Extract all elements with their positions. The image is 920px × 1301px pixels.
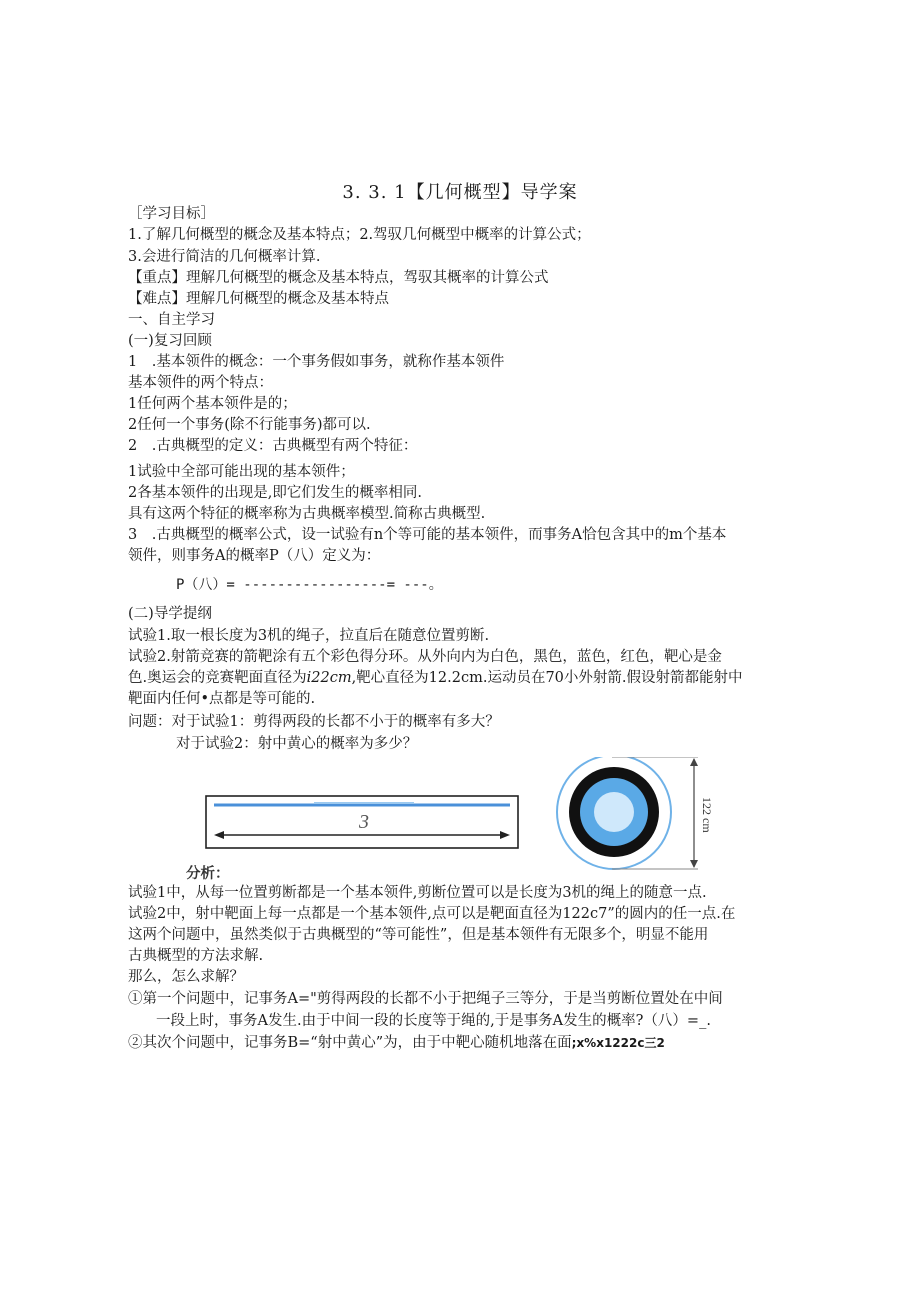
solution-1-line-1: ①第一个问题中，记事务A="剪得两段的长都不小于把绳子三等分，于是当剪断位置处在中间 bbox=[128, 991, 723, 1007]
feature-2: 2各基本领件的出现是,即它们发生的概率相同. bbox=[128, 485, 422, 501]
exp2-diameter: i22cm bbox=[306, 670, 352, 686]
item-basic-event-traits: 基本领件的两个特点： bbox=[128, 375, 273, 391]
subsection-review: (一)复习回顾 bbox=[128, 333, 212, 349]
classical-model-name: 具有这两个特征的概率称为古典概率模型.简称古典概型. bbox=[128, 506, 486, 522]
experiment-2-line-3: 靶面内任何•点都是等可能的. bbox=[128, 691, 316, 707]
key-point: 【重点】理解几何概型的概念及基本特点，驾驭其概率的计算公式 bbox=[128, 270, 549, 286]
item-formula-line-2: 领件，则事务A的概率P（八）定义为： bbox=[128, 548, 381, 564]
target-figure bbox=[548, 757, 723, 872]
question-1: 问题：对于试验1：剪得两段的长都不小于的概率有多大？ bbox=[128, 714, 500, 730]
feature-1: 1试验中全部可能出现的基本领件； bbox=[128, 464, 355, 480]
experiment-1: 试验1.取一根长度为3机的绳子，拉直后在随意位置剪断. bbox=[128, 628, 490, 644]
arrow-up-icon bbox=[690, 758, 698, 766]
arrow-down-icon bbox=[690, 860, 698, 868]
goal-header: ［学习目标］ bbox=[128, 206, 215, 222]
rope-length-label: 3 bbox=[359, 811, 369, 833]
solution-2 bbox=[128, 1034, 665, 1052]
solution-1-line-2: 一段上时，事务A发生.由于中间一段的长度等于绳的,于是事务A发生的概率?（八）=_. bbox=[156, 1013, 711, 1029]
item-classical-definition: 2 .古典概型的定义：古典概型有两个特征： bbox=[128, 438, 418, 454]
experiment-2-line-2 bbox=[128, 669, 743, 687]
solution-2-garbled: ;x%x1222c三2 bbox=[571, 1036, 665, 1050]
target-center bbox=[594, 792, 634, 832]
section-heading-1: 一、自主学习 bbox=[128, 312, 215, 328]
exp2-text-b: ,靶心直径为12.2cm.运动员在70小外射箭.假设射箭都能射中 bbox=[351, 670, 743, 686]
experiment-2-line-1: 试验2.射箭竞赛的箭靶涂有五个彩色得分环。从外向内为白色，黑色，蓝色，红色，靶心是金 bbox=[128, 649, 722, 665]
analysis-2-line-2: 这两个问题中，虽然类似于古典概型的“等可能性”，但是基本领件有无限多个，明显不能用 bbox=[128, 927, 709, 943]
trait-2: 2任何一个事务(除不行能事务)都可以. bbox=[128, 417, 371, 433]
item-basic-event: 1 .基本领件的概念：一个事务假如事务，就称作基本领件 bbox=[128, 354, 505, 370]
rope-figure bbox=[204, 793, 520, 853]
analysis-label: 分析： bbox=[186, 866, 230, 882]
analysis-question: 那么，怎么求解？ bbox=[128, 969, 244, 985]
arrow-right-icon bbox=[500, 831, 510, 839]
exp2-text-a: 色.奥运会的竞赛靶面直径为 bbox=[128, 670, 307, 686]
trait-1: 1任何两个基本领件是的； bbox=[128, 396, 297, 412]
difficult-point: 【难点】理解几何概型的概念及基本特点 bbox=[128, 291, 389, 307]
document-title: 3. 3. 1【几何概型】导学案 bbox=[342, 182, 578, 203]
subsection-outline: (二)导学提纲 bbox=[128, 606, 212, 622]
target-diameter-label: 122 cm bbox=[700, 797, 714, 833]
arrow-left-icon bbox=[214, 831, 224, 839]
analysis-1: 试验1中，从每一位置剪断都是一个基本领件,剪断位置可以是长度为3机的绳上的随意一点. bbox=[128, 885, 707, 901]
probability-formula: P（八）= -----------------= ---。 bbox=[176, 577, 443, 593]
solution-2-text: ②其次个问题中，记事务B=“射中黄心”为，由于中靶心随机地落在面 bbox=[128, 1035, 572, 1051]
goal-line-2: 3.会进行简洁的几何概率计算. bbox=[128, 249, 321, 265]
question-2: 对于试验2：射中黄心的概率为多少？ bbox=[176, 736, 418, 752]
analysis-2-line-1: 试验2中，射中靶面上每一点都是一个基本领件,点可以是靶面直径为122c7”的圆内的任一点.在 bbox=[128, 906, 736, 922]
analysis-2-line-3: 古典概型的方法求解. bbox=[128, 948, 264, 964]
goal-line-1: 1.了解几何概型的概念及基本特点；2.驾驭几何概型中概率的计算公式； bbox=[128, 227, 591, 243]
item-formula-line-1: 3 .古典概型的概率公式，设一试验有n个等可能的基本领件，而事务A恰包含其中的m个基本 bbox=[128, 527, 727, 543]
